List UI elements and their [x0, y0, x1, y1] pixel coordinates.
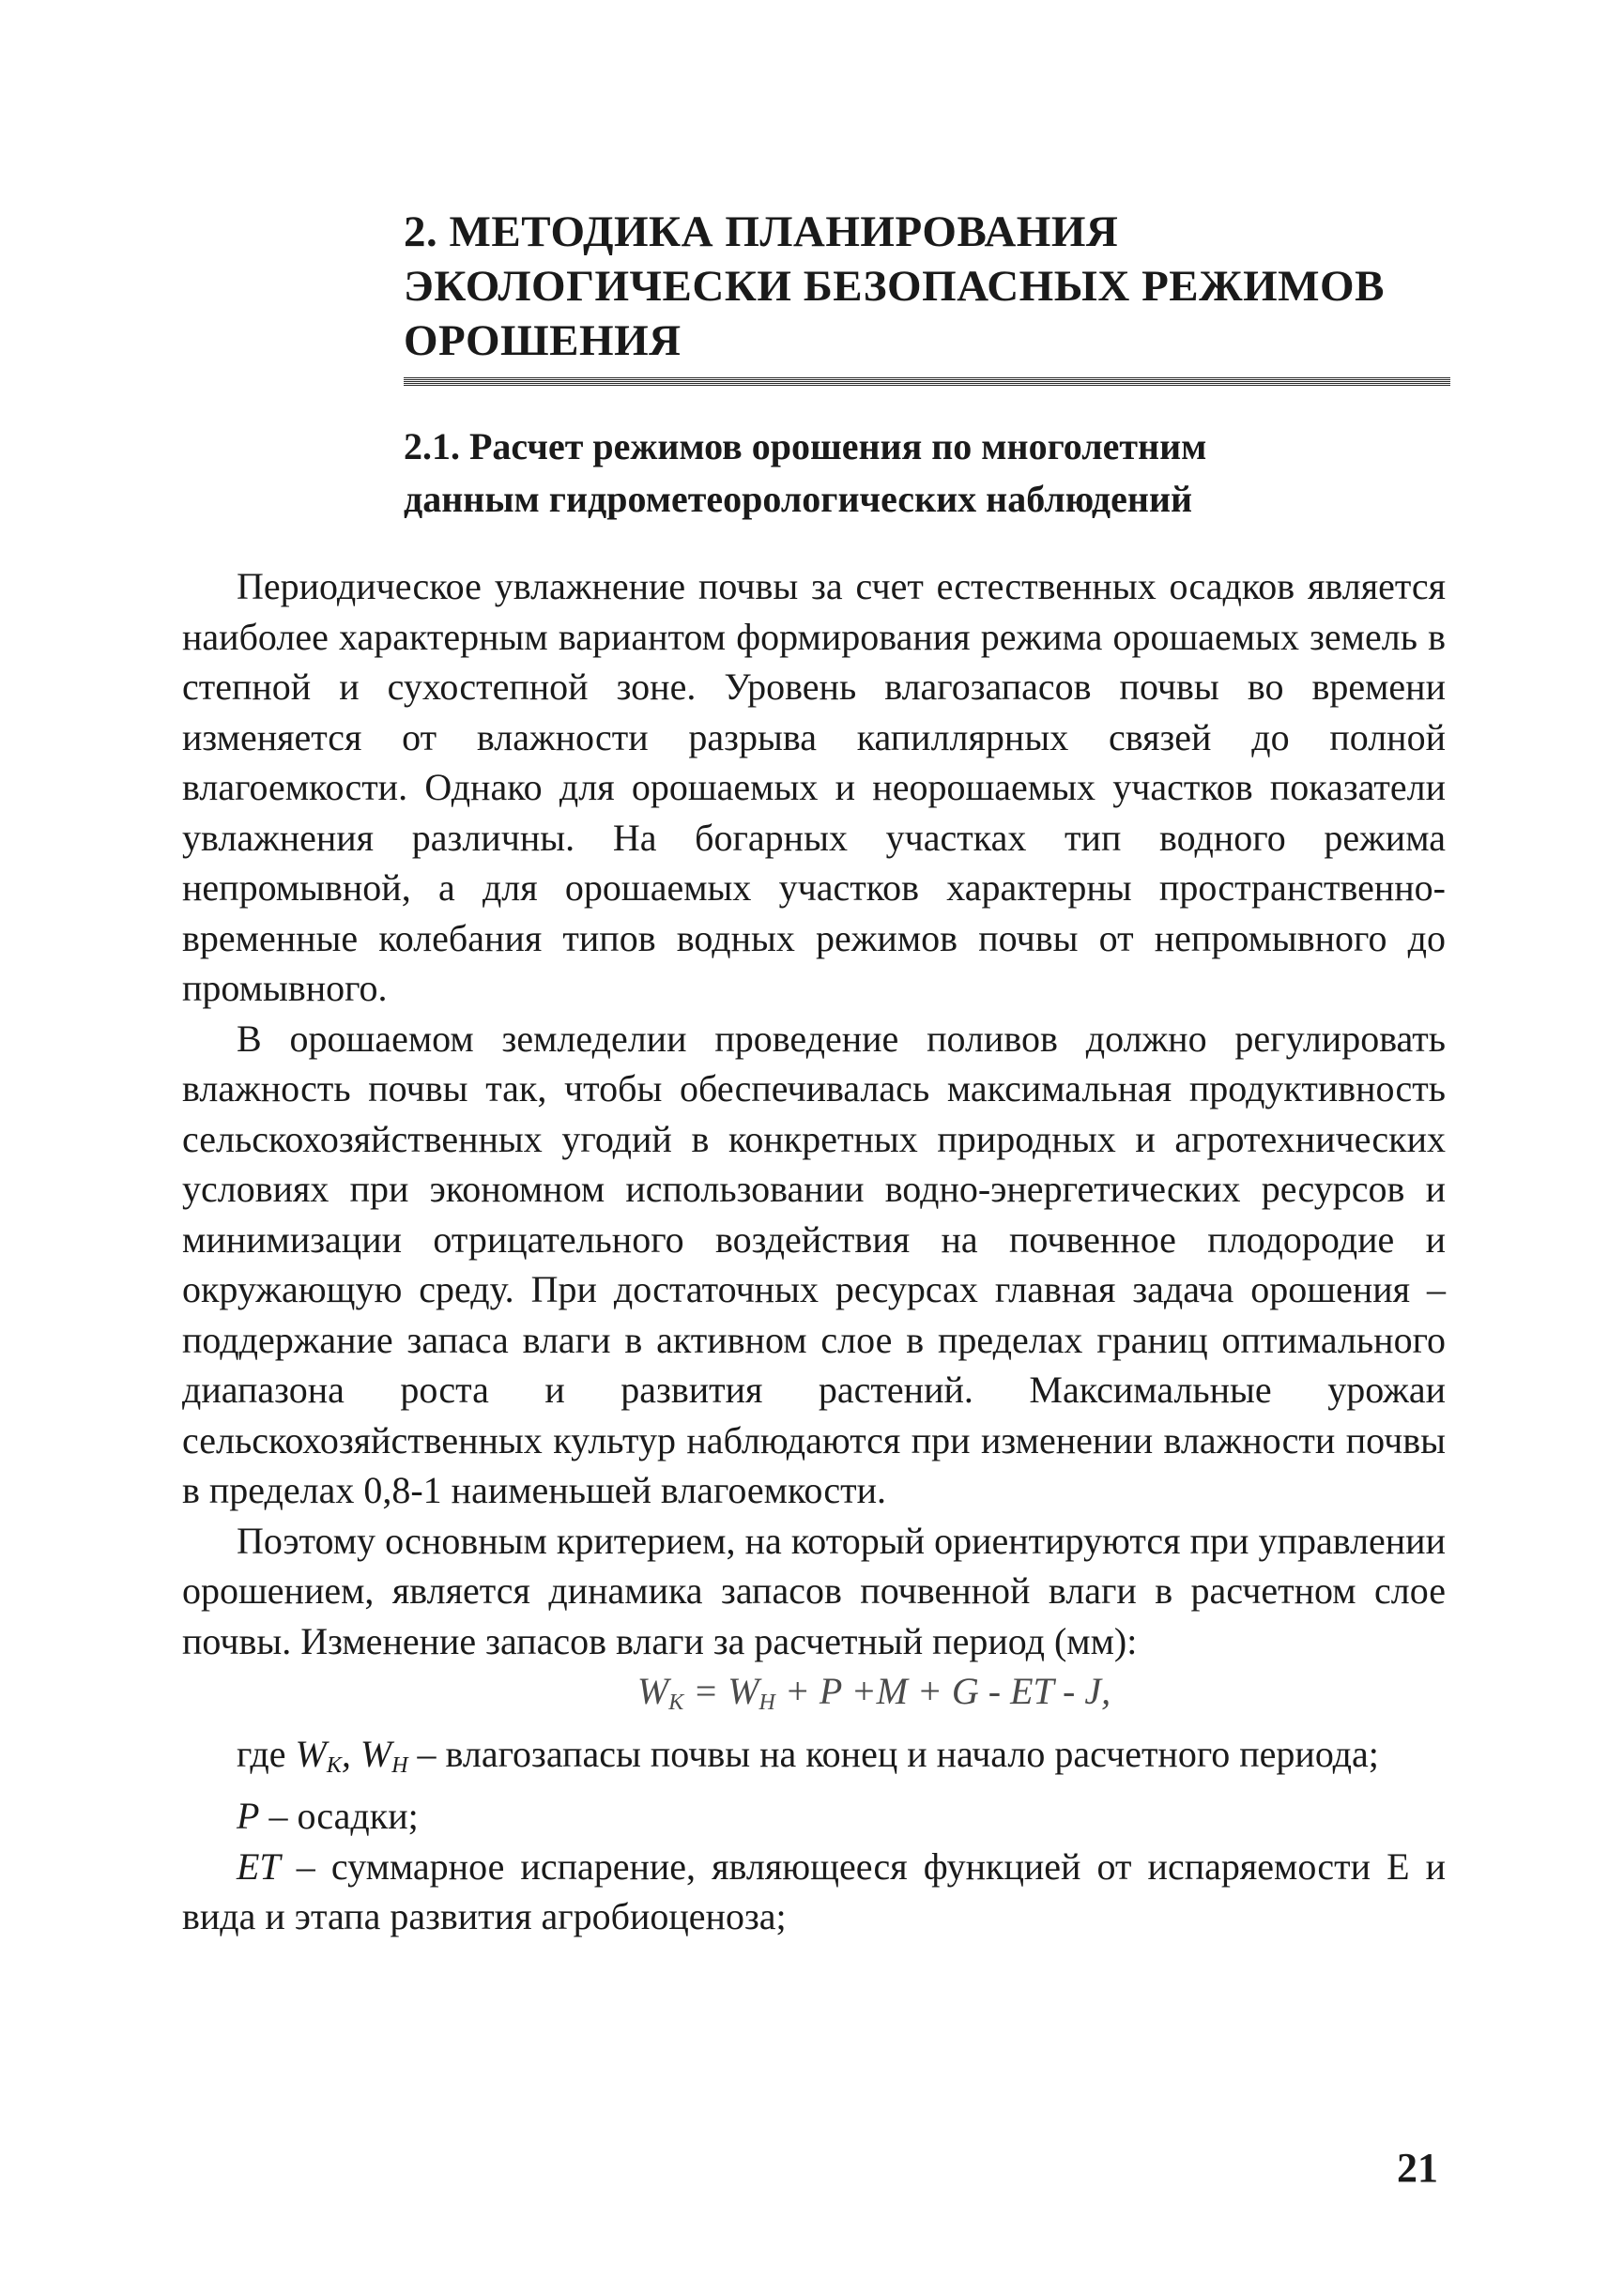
chapter-title: [404, 205, 1446, 368]
definition-et: [182, 1842, 1446, 1942]
definition-p-text: – осадки;: [259, 1795, 419, 1837]
page-number: 21: [1397, 2145, 1438, 2191]
section-title-line-2: данным гидрометеорологических наблюдений: [404, 478, 1193, 520]
chapter-title-line-1: 2. МЕТОДИКА ПЛАНИРОВАНИЯ: [404, 207, 1119, 256]
chapter-title-line-3: ОРОШЕНИЯ: [404, 316, 682, 365]
water-balance-formula: [182, 1666, 1446, 1729]
formula-subscript-k: K: [668, 1691, 684, 1715]
definition-w: [182, 1729, 1446, 1792]
symbol-wh: [360, 1732, 408, 1778]
definition-prefix: где: [237, 1732, 296, 1775]
formula-w-k: W: [636, 1670, 669, 1712]
definition-w-text: – влагозапасы почвы на конец и начало расчетного периода;: [407, 1732, 1379, 1775]
body-text: [182, 561, 1446, 1942]
paragraph-1: Периодическое увлажнение почвы за счет естественных осадков является наиболее характерным вариантом формирования режима орошаемых земель в степной и сухостепной зоне. Уровень влагозапасов почвы во времени изменяется от влажности разрыва капиллярных связей до полной влагоемкости. Однако для орошаемых и неорошаемых участков показатели увлажнения различны. На богарных участках тип водного режима непромывной, а для орошаемых участков характерны пространственно-временные колебания типов водных режимов почвы от непромывного до промывного.: [182, 565, 1446, 1009]
formula-equals: =: [683, 1670, 728, 1712]
symbol-separator: ,: [341, 1732, 360, 1775]
formula-w-h: W: [728, 1670, 759, 1712]
definition-et-text: – суммарное испарение, являющееся функцией от испаряемости Е и вида и этапа развития агробиоценоза;: [182, 1844, 1446, 1937]
paragraph-2: В орошаемом земледелии проведение поливов должно регулировать влажность почвы так, чтобы обеспечивалась максимальная продуктивность сельскохозяйственных угодий в конкретных природных и агротехнических условиях при экономном использовании водно-энергетических ресурсов и минимизации отрицательного воздействия на почвенное плодородие и окружающую среду. При достаточных ресурсах главная задача орошения – поддержание запаса влаги в активном слое в пределах границ оптимального диапазона роста и развития растений. Максимальные урожаи сельскохозяйственных культур наблюдаются при изменении влажности почвы в пределах 0,8-1 наименьшей влагоемкости.: [182, 1017, 1446, 1511]
symbol-wk-subscript: K: [326, 1752, 342, 1778]
chapter-heading: [404, 205, 1446, 386]
symbol-wk-letter: W: [295, 1732, 327, 1775]
section-title-line-1: 2.1. Расчет режимов орошения по многолетним: [404, 425, 1207, 467]
paragraph-3: Поэтому основным критерием, на который ориентируются при управлении орошением, является динамика запасов почвенной влаги в расчетном слое почвы. Изменение запасов влаги за расчетный период (мм):: [182, 1519, 1446, 1662]
symbol-wk: [295, 1732, 342, 1778]
formula-terms: + P +M + G - ET - J,: [774, 1670, 1111, 1712]
symbol-p: P: [237, 1795, 260, 1837]
symbol-wh-subscript: H: [391, 1752, 408, 1778]
definition-p: [182, 1791, 1446, 1842]
chapter-title-line-2: ЭКОЛОГИЧЕСКИ БЕЗОПАСНЫХ РЕЖИМОВ: [404, 262, 1385, 311]
symbol-et: ET: [237, 1844, 281, 1888]
section-title: [404, 421, 1446, 526]
formula-subscript-h: H: [758, 1691, 775, 1715]
symbol-wh-letter: W: [360, 1732, 392, 1775]
chapter-divider: [404, 377, 1450, 386]
